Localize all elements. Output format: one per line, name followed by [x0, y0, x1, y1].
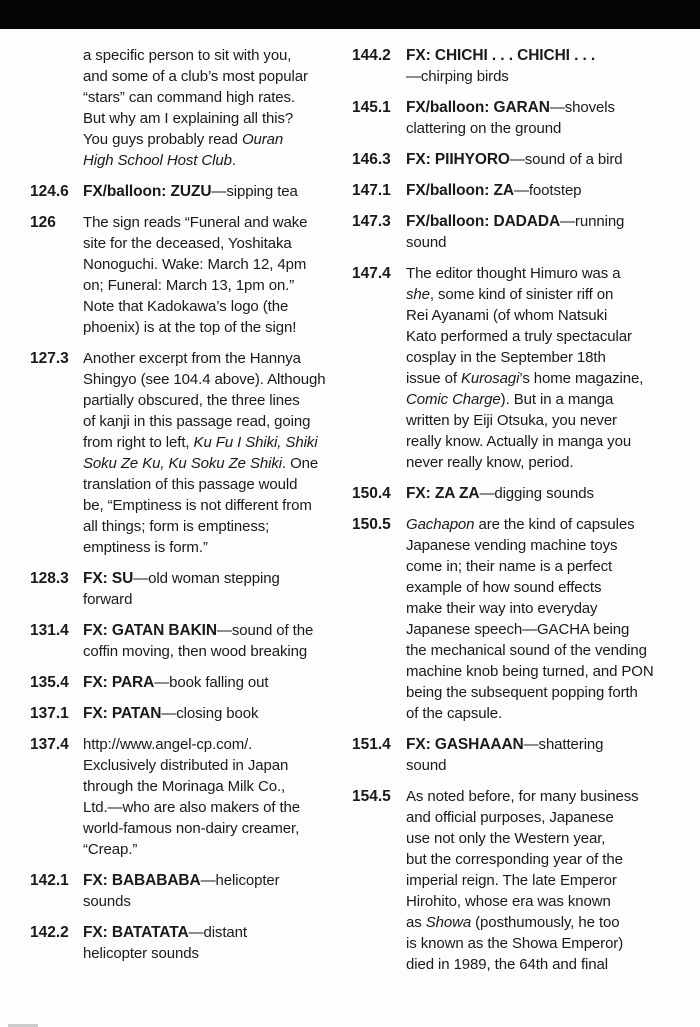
text-line — [406, 347, 643, 368]
text-line — [83, 589, 280, 610]
text-line — [406, 682, 654, 703]
text-segment: —sound of a bird — [509, 151, 623, 168]
italic-text: Ouran — [241, 131, 284, 148]
text-line — [83, 233, 307, 254]
text-line — [83, 432, 326, 453]
sound-effect-label: FX: PATAN — [83, 705, 162, 722]
text-line — [83, 87, 308, 108]
sound-effect-label: FX: GATAN BAKIN — [83, 622, 217, 639]
text-line — [406, 514, 654, 535]
text-line — [83, 568, 280, 589]
text-line — [406, 556, 654, 577]
sound-effect-label: FX: PIIHYORO — [406, 151, 510, 168]
text-segment: Ltd.—who are also makers of the — [83, 799, 301, 816]
text-segment: , some kind of sinister riff on — [429, 286, 614, 303]
right-column — [352, 45, 682, 985]
note-page-number: 144.2 — [352, 47, 391, 64]
text-segment: “stars” can command high rates. — [83, 89, 295, 106]
text-segment: of kanji in this passage read, going — [83, 413, 311, 430]
note-page-number: 150.4 — [352, 485, 391, 502]
note-text — [83, 734, 300, 860]
note-entry — [30, 45, 330, 171]
sound-effect-label: FX/balloon: GARAN — [406, 99, 550, 116]
text-segment: —footstep — [513, 182, 582, 199]
text-segment: Shingyo (see 104.4 above). Although — [83, 371, 326, 388]
text-segment: Nonoguchi. Wake: March 12, 4pm — [83, 256, 307, 273]
note-page-number: 154.5 — [352, 788, 391, 805]
note-page-number: 147.1 — [352, 182, 391, 199]
text-segment: —sipping tea — [211, 183, 298, 200]
text-segment: issue of — [406, 370, 461, 387]
text-segment: of the capsule. — [406, 705, 503, 722]
italic-text: High School Host Club — [83, 152, 232, 169]
text-segment: really know. Actually in manga you — [406, 433, 632, 450]
text-segment: is known as the Showa Emperor) — [406, 935, 624, 952]
text-line — [406, 828, 639, 849]
text-segment: The editor thought Himuro was a — [406, 265, 621, 282]
text-segment: being the subsequent popping forth — [406, 684, 638, 701]
text-line — [83, 776, 300, 797]
text-segment: —digging sounds — [479, 485, 594, 502]
note-entry — [30, 922, 330, 964]
note-text — [406, 483, 594, 504]
text-line — [406, 535, 654, 556]
note-page-number: 135.4 — [30, 674, 69, 691]
note-text — [83, 212, 307, 338]
text-segment: sound — [406, 234, 447, 251]
note-entry — [30, 348, 330, 558]
note-page-number: 150.5 — [352, 516, 391, 533]
text-line — [83, 870, 280, 891]
text-line — [406, 786, 639, 807]
text-segment: http://www.angel-cp.com/. — [83, 736, 253, 753]
text-segment: all things; form is emptiness; — [83, 518, 270, 535]
text-segment: —shovels — [549, 99, 615, 116]
note-page-number: 147.4 — [352, 265, 391, 282]
text-line — [406, 232, 624, 253]
note-entry — [30, 703, 330, 724]
note-entry — [30, 212, 330, 338]
text-line — [83, 108, 308, 129]
note-entry — [352, 211, 682, 253]
text-line — [406, 870, 639, 891]
text-line — [83, 390, 326, 411]
text-line — [83, 672, 268, 693]
text-segment: site for the deceased, Yoshitaka — [83, 235, 292, 252]
text-line — [406, 640, 654, 661]
note-entry — [352, 263, 682, 473]
text-line — [406, 912, 639, 933]
note-text — [83, 620, 313, 662]
text-line — [83, 537, 326, 558]
text-segment: —chirping birds — [406, 68, 509, 85]
note-page-number: 147.3 — [352, 213, 391, 230]
text-line — [406, 118, 615, 139]
text-line — [406, 661, 654, 682]
page-top-edge — [0, 0, 700, 29]
sound-effect-label: FX/balloon: ZUZU — [83, 183, 212, 200]
text-line — [83, 891, 280, 912]
sound-effect-label: FX: BATATATA — [83, 924, 189, 941]
text-line — [406, 66, 595, 87]
text-line — [406, 211, 624, 232]
note-text — [83, 181, 298, 202]
text-line — [83, 348, 326, 369]
note-page-number — [30, 45, 83, 171]
text-line — [406, 305, 643, 326]
note-page-number: 137.1 — [30, 705, 69, 722]
text-segment: the mechanical sound of the vending — [406, 642, 647, 659]
text-segment: through the Morinaga Milk Co., — [83, 778, 286, 795]
text-line — [406, 954, 639, 975]
text-line — [406, 755, 603, 776]
text-segment: —closing book — [161, 705, 259, 722]
text-line — [83, 797, 300, 818]
sound-effect-label: FX: SU — [83, 570, 134, 587]
text-segment: —distant — [188, 924, 247, 941]
text-segment: Japanese speech—GACHA being — [406, 621, 630, 638]
note-text — [83, 348, 326, 558]
text-segment: Note that Kadokawa’s logo (the — [83, 298, 289, 315]
note-page-number: 146.3 — [352, 151, 391, 168]
note-entry — [30, 568, 330, 610]
note-text — [406, 263, 643, 473]
text-line — [406, 45, 595, 66]
text-segment: As noted before, for many business — [406, 788, 639, 805]
note-page-number: 145.1 — [352, 99, 391, 116]
text-segment: partially obscured, the three lines — [83, 392, 300, 409]
text-segment: as — [406, 914, 426, 931]
text-line — [83, 275, 307, 296]
text-line — [83, 839, 300, 860]
note-page-number: 151.4 — [352, 736, 391, 753]
text-segment: and official purposes, Japanese — [406, 809, 614, 826]
text-line — [406, 452, 643, 473]
text-line — [406, 410, 643, 431]
text-line — [406, 326, 643, 347]
text-line — [83, 495, 326, 516]
text-segment: —running — [560, 213, 625, 230]
note-text — [406, 97, 615, 139]
text-segment: (posthumously, he too — [471, 914, 620, 931]
note-text — [83, 568, 280, 610]
text-segment: be, “Emptiness is not different from — [83, 497, 312, 514]
text-segment: phoenix) is at the top of the sign! — [83, 319, 297, 336]
note-entry — [352, 97, 682, 139]
note-text — [406, 180, 581, 201]
note-text — [406, 45, 595, 87]
text-line — [406, 263, 643, 284]
note-entry — [30, 181, 330, 202]
text-segment: sounds — [83, 893, 131, 910]
sound-effect-label: FX: CHICHI . . . CHICHI . . . — [406, 47, 596, 64]
note-text — [406, 786, 639, 975]
note-text — [406, 514, 654, 724]
note-page-number: 128.3 — [30, 570, 69, 587]
text-segment: world-famous non-dairy creamer, — [83, 820, 300, 837]
text-line — [406, 619, 654, 640]
text-segment: ). But in a manga — [500, 391, 614, 408]
italic-text: Comic Charge — [406, 391, 501, 408]
text-segment: make their way into everyday — [406, 600, 598, 617]
note-text — [83, 703, 258, 724]
note-page-number: 142.1 — [30, 872, 69, 889]
sound-effect-label: FX: ZA ZA — [406, 485, 480, 502]
text-segment: cosplay in the September 18th — [406, 349, 606, 366]
note-page-number: 131.4 — [30, 622, 69, 639]
note-entry — [352, 786, 682, 975]
note-entry — [30, 620, 330, 662]
text-segment: Japanese vending machine toys — [406, 537, 618, 554]
text-line — [406, 807, 639, 828]
text-line — [83, 181, 298, 202]
text-segment: coffin moving, then wood breaking — [83, 643, 308, 660]
text-line — [83, 703, 258, 724]
text-line — [83, 516, 326, 537]
text-segment: —helicopter — [200, 872, 280, 889]
note-entry — [352, 180, 682, 201]
note-page-number: 142.2 — [30, 924, 69, 941]
note-entry — [30, 672, 330, 693]
text-line — [83, 755, 300, 776]
note-text — [83, 922, 247, 964]
text-segment: . — [231, 152, 236, 169]
text-segment: . One — [281, 455, 319, 472]
note-page-number: 126 — [30, 214, 56, 231]
text-line — [406, 431, 643, 452]
text-line — [83, 818, 300, 839]
text-line — [406, 849, 639, 870]
text-line — [83, 922, 247, 943]
text-line — [406, 368, 643, 389]
text-line — [83, 734, 300, 755]
italic-text: Soku Ze Ku, Ku Soku Ze Shiki — [83, 455, 282, 472]
sound-effect-label: FX/balloon: ZA — [406, 182, 514, 199]
text-segment: forward — [83, 591, 133, 608]
left-column — [30, 45, 330, 974]
text-segment: But why am I explaining all this? — [83, 110, 294, 127]
text-line — [406, 97, 615, 118]
text-segment: died in 1989, the 64th and final — [406, 956, 608, 973]
text-line — [83, 474, 326, 495]
text-line — [83, 129, 308, 150]
note-text — [406, 734, 603, 776]
text-line — [83, 45, 308, 66]
text-segment: clattering on the ground — [406, 120, 562, 137]
text-line — [83, 943, 247, 964]
text-segment: sound — [406, 757, 447, 774]
text-line — [406, 598, 654, 619]
text-line — [83, 212, 307, 233]
italic-text: Showa — [425, 914, 472, 931]
text-line — [406, 734, 603, 755]
text-line — [83, 66, 308, 87]
text-segment: imperial reign. The late Emperor — [406, 872, 617, 889]
note-entry — [30, 870, 330, 912]
text-segment: —old woman stepping — [133, 570, 280, 587]
text-line — [406, 703, 654, 724]
text-segment: You guys probably read — [83, 131, 242, 148]
text-line — [406, 891, 639, 912]
text-line — [83, 296, 307, 317]
text-line — [83, 254, 307, 275]
text-segment: machine knob being turned, and PON — [406, 663, 654, 680]
text-segment: from right to left, — [83, 434, 194, 451]
note-entry — [352, 45, 682, 87]
text-segment: and some of a club’s most popular — [83, 68, 308, 85]
sound-effect-label: FX/balloon: DADADA — [406, 213, 561, 230]
sound-effect-label: FX: PARA — [83, 674, 155, 691]
note-text — [406, 149, 623, 170]
note-entry — [352, 483, 682, 504]
text-line — [83, 411, 326, 432]
text-segment: but the corresponding year of the — [406, 851, 623, 868]
note-entry — [352, 734, 682, 776]
text-segment: The sign reads “Funeral and wake — [83, 214, 308, 231]
text-line — [83, 453, 326, 474]
text-segment: Kato performed a truly spectacular — [406, 328, 632, 345]
italic-text: she — [406, 286, 430, 303]
text-line — [406, 389, 643, 410]
text-segment: Exclusively distributed in Japan — [83, 757, 289, 774]
note-entry — [352, 149, 682, 170]
note-text — [83, 870, 280, 912]
note-text — [83, 45, 308, 171]
text-segment: —book falling out — [154, 674, 269, 691]
text-segment: never really know, period. — [406, 454, 574, 471]
sound-effect-label: FX: BABABABA — [83, 872, 201, 889]
text-line — [406, 577, 654, 598]
text-segment: come in; their name is a perfect — [406, 558, 613, 575]
text-line — [406, 149, 623, 170]
note-page-number: 137.4 — [30, 736, 69, 753]
italic-text: Kurosagi — [460, 370, 520, 387]
text-line — [406, 933, 639, 954]
text-line — [83, 369, 326, 390]
note-page-number: 124.6 — [30, 183, 69, 200]
text-line — [83, 641, 313, 662]
text-segment: Rei Ayanami (of whom Natsuki — [406, 307, 608, 324]
text-line — [83, 620, 313, 641]
text-segment: example of how sound effects — [406, 579, 602, 596]
text-line — [406, 483, 594, 504]
italic-text: Ku Fu I Shiki, Shiki — [193, 434, 318, 451]
text-segment: are the kind of capsules — [474, 516, 635, 533]
text-segment: use not only the Western year, — [406, 830, 606, 847]
text-segment: —shattering — [523, 736, 604, 753]
text-segment: Another excerpt from the Hannya — [83, 350, 301, 367]
text-segment: Hirohito, whose era was known — [406, 893, 611, 910]
note-text — [406, 211, 624, 253]
text-segment: helicopter sounds — [83, 945, 199, 962]
text-segment: on; Funeral: March 13, 1pm on.” — [83, 277, 295, 294]
text-segment: a specific person to sit with you, — [83, 47, 292, 64]
text-segment: —sound of the — [216, 622, 314, 639]
note-entry — [352, 514, 682, 724]
sound-effect-label: FX: GASHAAAN — [406, 736, 524, 753]
note-page-number: 127.3 — [30, 350, 69, 367]
text-line — [83, 150, 308, 171]
text-segment: translation of this passage would — [83, 476, 298, 493]
note-entry — [30, 734, 330, 860]
text-line — [83, 317, 307, 338]
note-text — [83, 672, 268, 693]
text-segment: “Creap.” — [83, 841, 138, 858]
text-segment: written by Eiji Otsuka, you never — [406, 412, 617, 429]
text-line — [406, 284, 643, 305]
italic-text: Gachapon — [406, 516, 475, 533]
text-segment: emptiness is form.” — [83, 539, 208, 556]
text-line — [406, 180, 581, 201]
text-segment: ’s home magazine, — [519, 370, 644, 387]
